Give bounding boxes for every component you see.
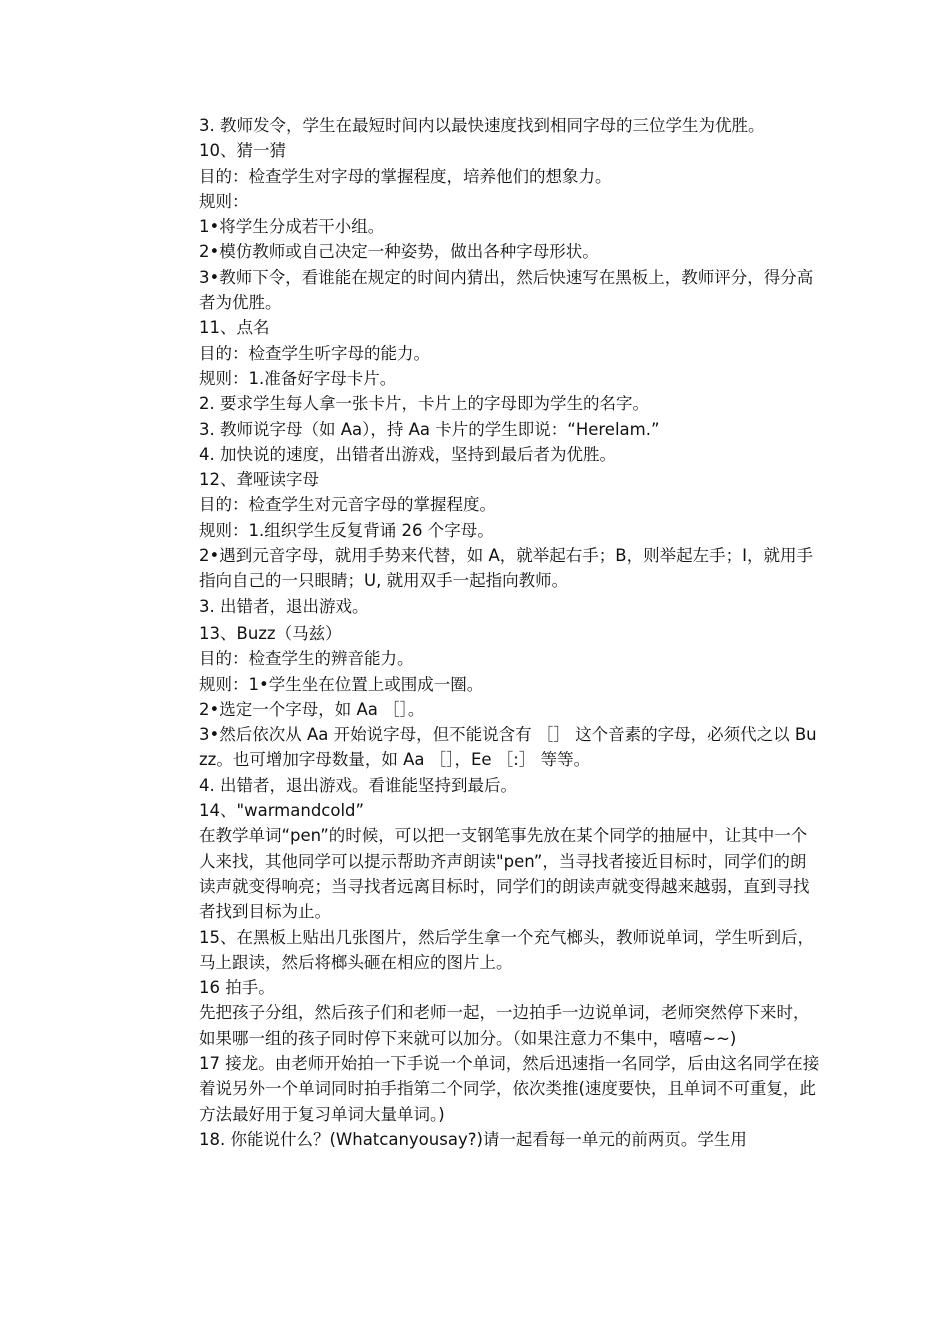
paragraph-line: 2•选定一个字母，如 Aa ［］。 (199, 699, 425, 719)
paragraph-line: 规则：1•学生坐在位置上或围成一圈。 (199, 674, 484, 694)
paragraph-line: 3. 教师发令，学生在最短时间内以最快速度找到相同字母的三位学生为优胜。 (199, 116, 765, 135)
paragraph-line: 规则：1.组织学生反复背诵 26 个字母。 (199, 520, 494, 540)
paragraph-line: 在教学单词“pen”的时候，可以把一支钢笔事先放在某个同学的抽屉中，让其中一个人来找，其他同学可以提示帮助齐声朗读"pen”，当寻找者接近目标时，同学们的朗读声就变得响亮；当寻找者远离目标时，同学们的朗读声就变得越来越弱，直到寻找者找到目标为止。 (199, 826, 810, 922)
paragraph-line: 2. 要求学生每人拿一张卡片，卡片上的字母即为学生的名字。 (199, 394, 649, 414)
document-body (199, 113, 821, 1152)
paragraph-line: 4. 出错者，退出游戏。看谁能坚持到最后。 (199, 775, 517, 795)
paragraph-line: 2•遇到元音字母，就用手势来代替，如 A，就举起右手；B，则举起左手；I，就用手指向自己的一只眼睛；U, 就用双手一起指向教师。 (199, 546, 813, 591)
paragraph-line: 1•将学生分成若干小组。 (199, 217, 385, 237)
paragraph-line: 15、在黑板上贴出几张图片，然后学生拿一个充气榔头，教师说单词，学生听到后，马上跟读，然后将榔头砸在相应的图片上。 (199, 927, 814, 972)
paragraph-line: 4. 加快说的速度，出错者出游戏，坚持到最后者为优胜。 (199, 444, 616, 464)
paragraph-line: 3•教师下令，看谁能在规定的时间内猜出，然后快速写在黑板上，教师评分，得分高者为优胜。 (199, 267, 814, 313)
section-heading: 16 拍手。 (199, 978, 275, 998)
paragraph-line: 3•然后依次从 Aa 开始说字母，但不能说含有 ［］ 这个音素的字母，必须代之以 Buzz。也可增加字母数量，如 Aa ［］，Ee ［:］ 等等。 (199, 725, 817, 770)
section-heading: 11、点名 (199, 318, 270, 338)
paragraph-line: 先把孩子分组，然后孩子们和老师一起，一边拍手一边说单词，老师突然停下来时，如果哪一组的孩子同时停下来就可以加分。（如果注意力不集中，嘻嘻~~) (199, 1003, 810, 1048)
section-heading: 10、猜一猜 (199, 141, 286, 161)
paragraph-line: 目的：检查学生听字母的能力。 (199, 343, 430, 363)
paragraph-line: 目的：检查学生对元音字母的掌握程度。 (199, 495, 496, 515)
paragraph-line: 2•模仿教师或自己决定一种姿势，做出各种字母形状。 (199, 242, 599, 262)
paragraph-line: 3. 教师说字母（如 Aa），持 Aa 卡片的学生即说：“Herelam.” (199, 419, 660, 439)
section-heading: 14、"warmandcold” (199, 801, 365, 821)
paragraph-line: 目的：检查学生对字母的掌握程度，培养他们的想象力。 (199, 166, 612, 186)
paragraph-line: 规则：1.准备好字母卡片。 (199, 368, 397, 388)
paragraph-line: 18. 你能说什么？(Whatcanyousay?)请一起看每一单元的前两页。学生用 (199, 1129, 747, 1149)
paragraph-line: 规则： (199, 191, 249, 211)
section-heading: 12、聋哑读字母 (199, 470, 319, 490)
paragraph-line: 17 接龙。由老师开始拍一下手说一个单词，然后迅速指一名同学，后由这名同学在接着说另外一个单词同时拍手指第二个同学，依次类推(速度要快，且单词不可重复，此方法最好用于复习单词大量单词。) (199, 1053, 820, 1124)
paragraph-line: 目的：检查学生的辨音能力。 (199, 649, 414, 669)
paragraph-line: 3. 出错者，退出游戏。 (199, 596, 369, 616)
section-heading: 13、Buzz（马兹） (199, 623, 342, 643)
